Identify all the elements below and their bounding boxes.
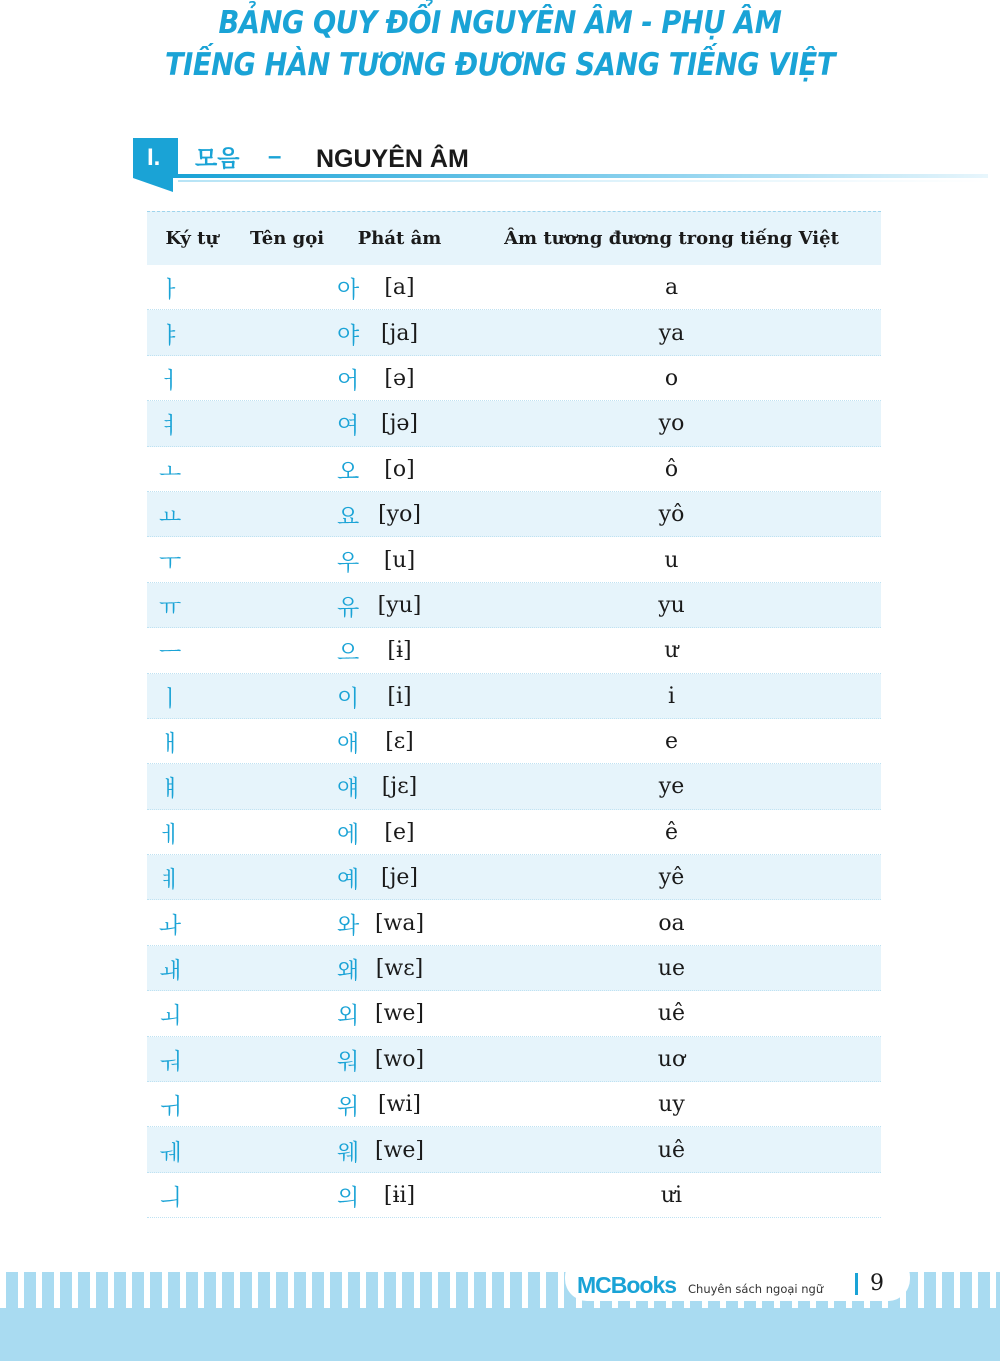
section-underline-secondary	[178, 180, 988, 182]
cell-name: 예	[337, 867, 360, 894]
table-row	[147, 719, 881, 764]
cell-character: ㅕ	[159, 413, 182, 440]
table-row	[147, 991, 881, 1036]
cell-character: ㅓ	[159, 367, 182, 394]
cell-vietnamese: uê	[657, 1001, 686, 1027]
cell-character: ㅐ	[159, 731, 182, 758]
cell-pronunciation: [o]	[384, 456, 415, 482]
page-number-separator	[855, 1273, 858, 1295]
header-character: Ký tự	[165, 228, 219, 249]
table-row	[147, 265, 881, 310]
cell-name: 으	[337, 640, 360, 667]
header-name: Tên gọi	[249, 228, 325, 249]
cell-character: ㅖ	[159, 867, 182, 894]
cell-vietnamese: uy	[658, 1092, 685, 1118]
cell-name: 우	[337, 549, 360, 576]
cell-name: 와	[337, 912, 360, 939]
cell-vietnamese: ue	[657, 956, 686, 982]
cell-character: ㅒ	[159, 776, 182, 803]
cell-pronunciation: [i]	[387, 683, 412, 709]
cell-vietnamese: oa	[658, 910, 685, 936]
cell-pronunciation: [wa]	[374, 910, 425, 936]
header-pronunciation: Phát âm	[357, 228, 442, 249]
cell-vietnamese: e	[664, 729, 679, 755]
cell-pronunciation: [we]	[374, 1137, 425, 1163]
cell-vietnamese: a	[664, 275, 679, 301]
table-row	[147, 674, 881, 719]
table-row	[147, 447, 881, 492]
cell-character: ㅔ	[159, 821, 182, 848]
table-row	[147, 946, 881, 991]
page-number: 9	[870, 1271, 884, 1296]
cell-name: 아	[337, 277, 360, 304]
cell-vietnamese: o	[664, 365, 679, 391]
vowel-table	[147, 211, 881, 1218]
cell-name: 애	[337, 731, 360, 758]
section-number-badge: I.	[133, 138, 178, 178]
cell-character: ㅘ	[159, 912, 182, 939]
cell-vietnamese: ô	[664, 456, 679, 482]
table-row	[147, 1082, 881, 1127]
cell-vietnamese: u	[664, 547, 679, 573]
table-row	[147, 401, 881, 446]
cell-name: 위	[337, 1094, 360, 1121]
cell-vietnamese: ye	[658, 774, 685, 800]
brand-logo: MCBooks	[577, 1272, 677, 1298]
cell-name: 웨	[337, 1139, 360, 1166]
table-row	[147, 1127, 881, 1172]
cell-pronunciation: [e]	[384, 819, 415, 845]
cell-name: 왜	[337, 958, 360, 985]
table-header	[147, 211, 881, 265]
table-body	[147, 265, 881, 1218]
table-row	[147, 855, 881, 900]
cell-vietnamese: i	[667, 683, 676, 709]
cell-character: ㅜ	[159, 549, 182, 576]
cell-character: ㅣ	[159, 685, 182, 712]
section-title-korean: 모음	[195, 146, 240, 172]
cell-character: ㅝ	[159, 1048, 182, 1075]
cell-character: ㅑ	[159, 322, 182, 349]
cell-vietnamese: yô	[658, 502, 685, 528]
cell-pronunciation: [ɛ]	[385, 729, 414, 755]
row-divider	[147, 1217, 881, 1218]
cell-pronunciation: [u]	[383, 547, 416, 573]
cell-pronunciation: [je]	[380, 865, 418, 891]
cell-pronunciation: [jə]	[380, 411, 418, 437]
cell-character: ㅡ	[159, 640, 182, 667]
table-row	[147, 356, 881, 401]
cell-character: ㅠ	[159, 594, 182, 621]
cell-character: ㅞ	[159, 1139, 182, 1166]
cell-vietnamese: ưi	[660, 1183, 683, 1208]
table-row	[147, 1037, 881, 1082]
cell-character: ㅛ	[159, 504, 182, 531]
cell-pronunciation: [a]	[384, 275, 415, 301]
cell-name: 워	[337, 1048, 360, 1075]
cell-name: 야	[337, 322, 360, 349]
cell-vietnamese: yu	[658, 592, 685, 618]
cell-vietnamese: ư	[664, 638, 679, 664]
cell-pronunciation: [yo]	[378, 502, 421, 528]
cell-name: 얘	[337, 776, 360, 803]
cell-name: 요	[337, 504, 360, 531]
table-row	[147, 900, 881, 945]
cell-character: ㅢ	[159, 1185, 182, 1211]
cell-character: ㅟ	[159, 1094, 182, 1121]
cell-name: 어	[337, 367, 360, 394]
cell-name: 오	[337, 458, 360, 485]
cell-name: 유	[337, 594, 360, 621]
cell-vietnamese: ya	[658, 320, 685, 346]
cell-vietnamese: yê	[658, 865, 685, 891]
cell-name: 에	[337, 821, 360, 848]
cell-name: 이	[337, 685, 360, 712]
cell-name: 의	[337, 1185, 360, 1211]
cell-vietnamese: yo	[658, 411, 685, 437]
cell-name: 여	[337, 413, 360, 440]
cell-pronunciation: [wo]	[374, 1046, 425, 1072]
cell-name: 외	[337, 1003, 360, 1030]
cell-character: ㅏ	[159, 277, 182, 304]
table-row	[147, 1173, 881, 1218]
cell-character: ㅗ	[159, 458, 182, 485]
cell-pronunciation: [ɨ]	[387, 638, 412, 664]
cell-pronunciation: [wɛ]	[375, 956, 424, 982]
cell-vietnamese: ê	[664, 819, 679, 845]
cell-pronunciation: [wi]	[377, 1092, 422, 1118]
section-underline	[178, 174, 988, 178]
table-row	[147, 764, 881, 809]
section-title-vietnamese: NGUYÊN ÂM	[316, 145, 469, 173]
cell-pronunciation: [jɛ]	[381, 774, 418, 800]
header-vietnamese-equivalent: Âm tương đương trong tiếng Việt	[504, 228, 839, 249]
cell-vietnamese: uê	[657, 1137, 686, 1163]
cell-pronunciation: [we]	[374, 1001, 425, 1027]
table-row	[147, 537, 881, 582]
cell-pronunciation: [ə]	[384, 365, 415, 391]
table-row	[147, 492, 881, 537]
cell-pronunciation: [yu]	[377, 592, 422, 618]
cell-character: ㅙ	[159, 958, 182, 985]
table-row	[147, 310, 881, 355]
table-row	[147, 810, 881, 855]
section-title-dash: –	[268, 143, 282, 170]
cell-pronunciation: [ja]	[380, 320, 419, 346]
section-badge-fold	[133, 178, 173, 192]
page-title-line-2: TIẾNG HÀN TƯƠNG ĐƯƠNG SANG TIẾNG VIỆT	[164, 47, 835, 83]
cell-character: ㅚ	[159, 1003, 182, 1030]
table-row	[147, 583, 881, 628]
section-header	[0, 138, 1000, 198]
cell-vietnamese: uơ	[657, 1046, 686, 1072]
page-title-line-1: BẢNG QUY ĐỔI NGUYÊN ÂM - PHỤ ÂM	[218, 5, 782, 41]
brand-tagline: Chuyên sách ngoại ngữ	[688, 1282, 824, 1296]
table-row	[147, 628, 881, 673]
cell-pronunciation: [ɨi]	[383, 1183, 416, 1208]
